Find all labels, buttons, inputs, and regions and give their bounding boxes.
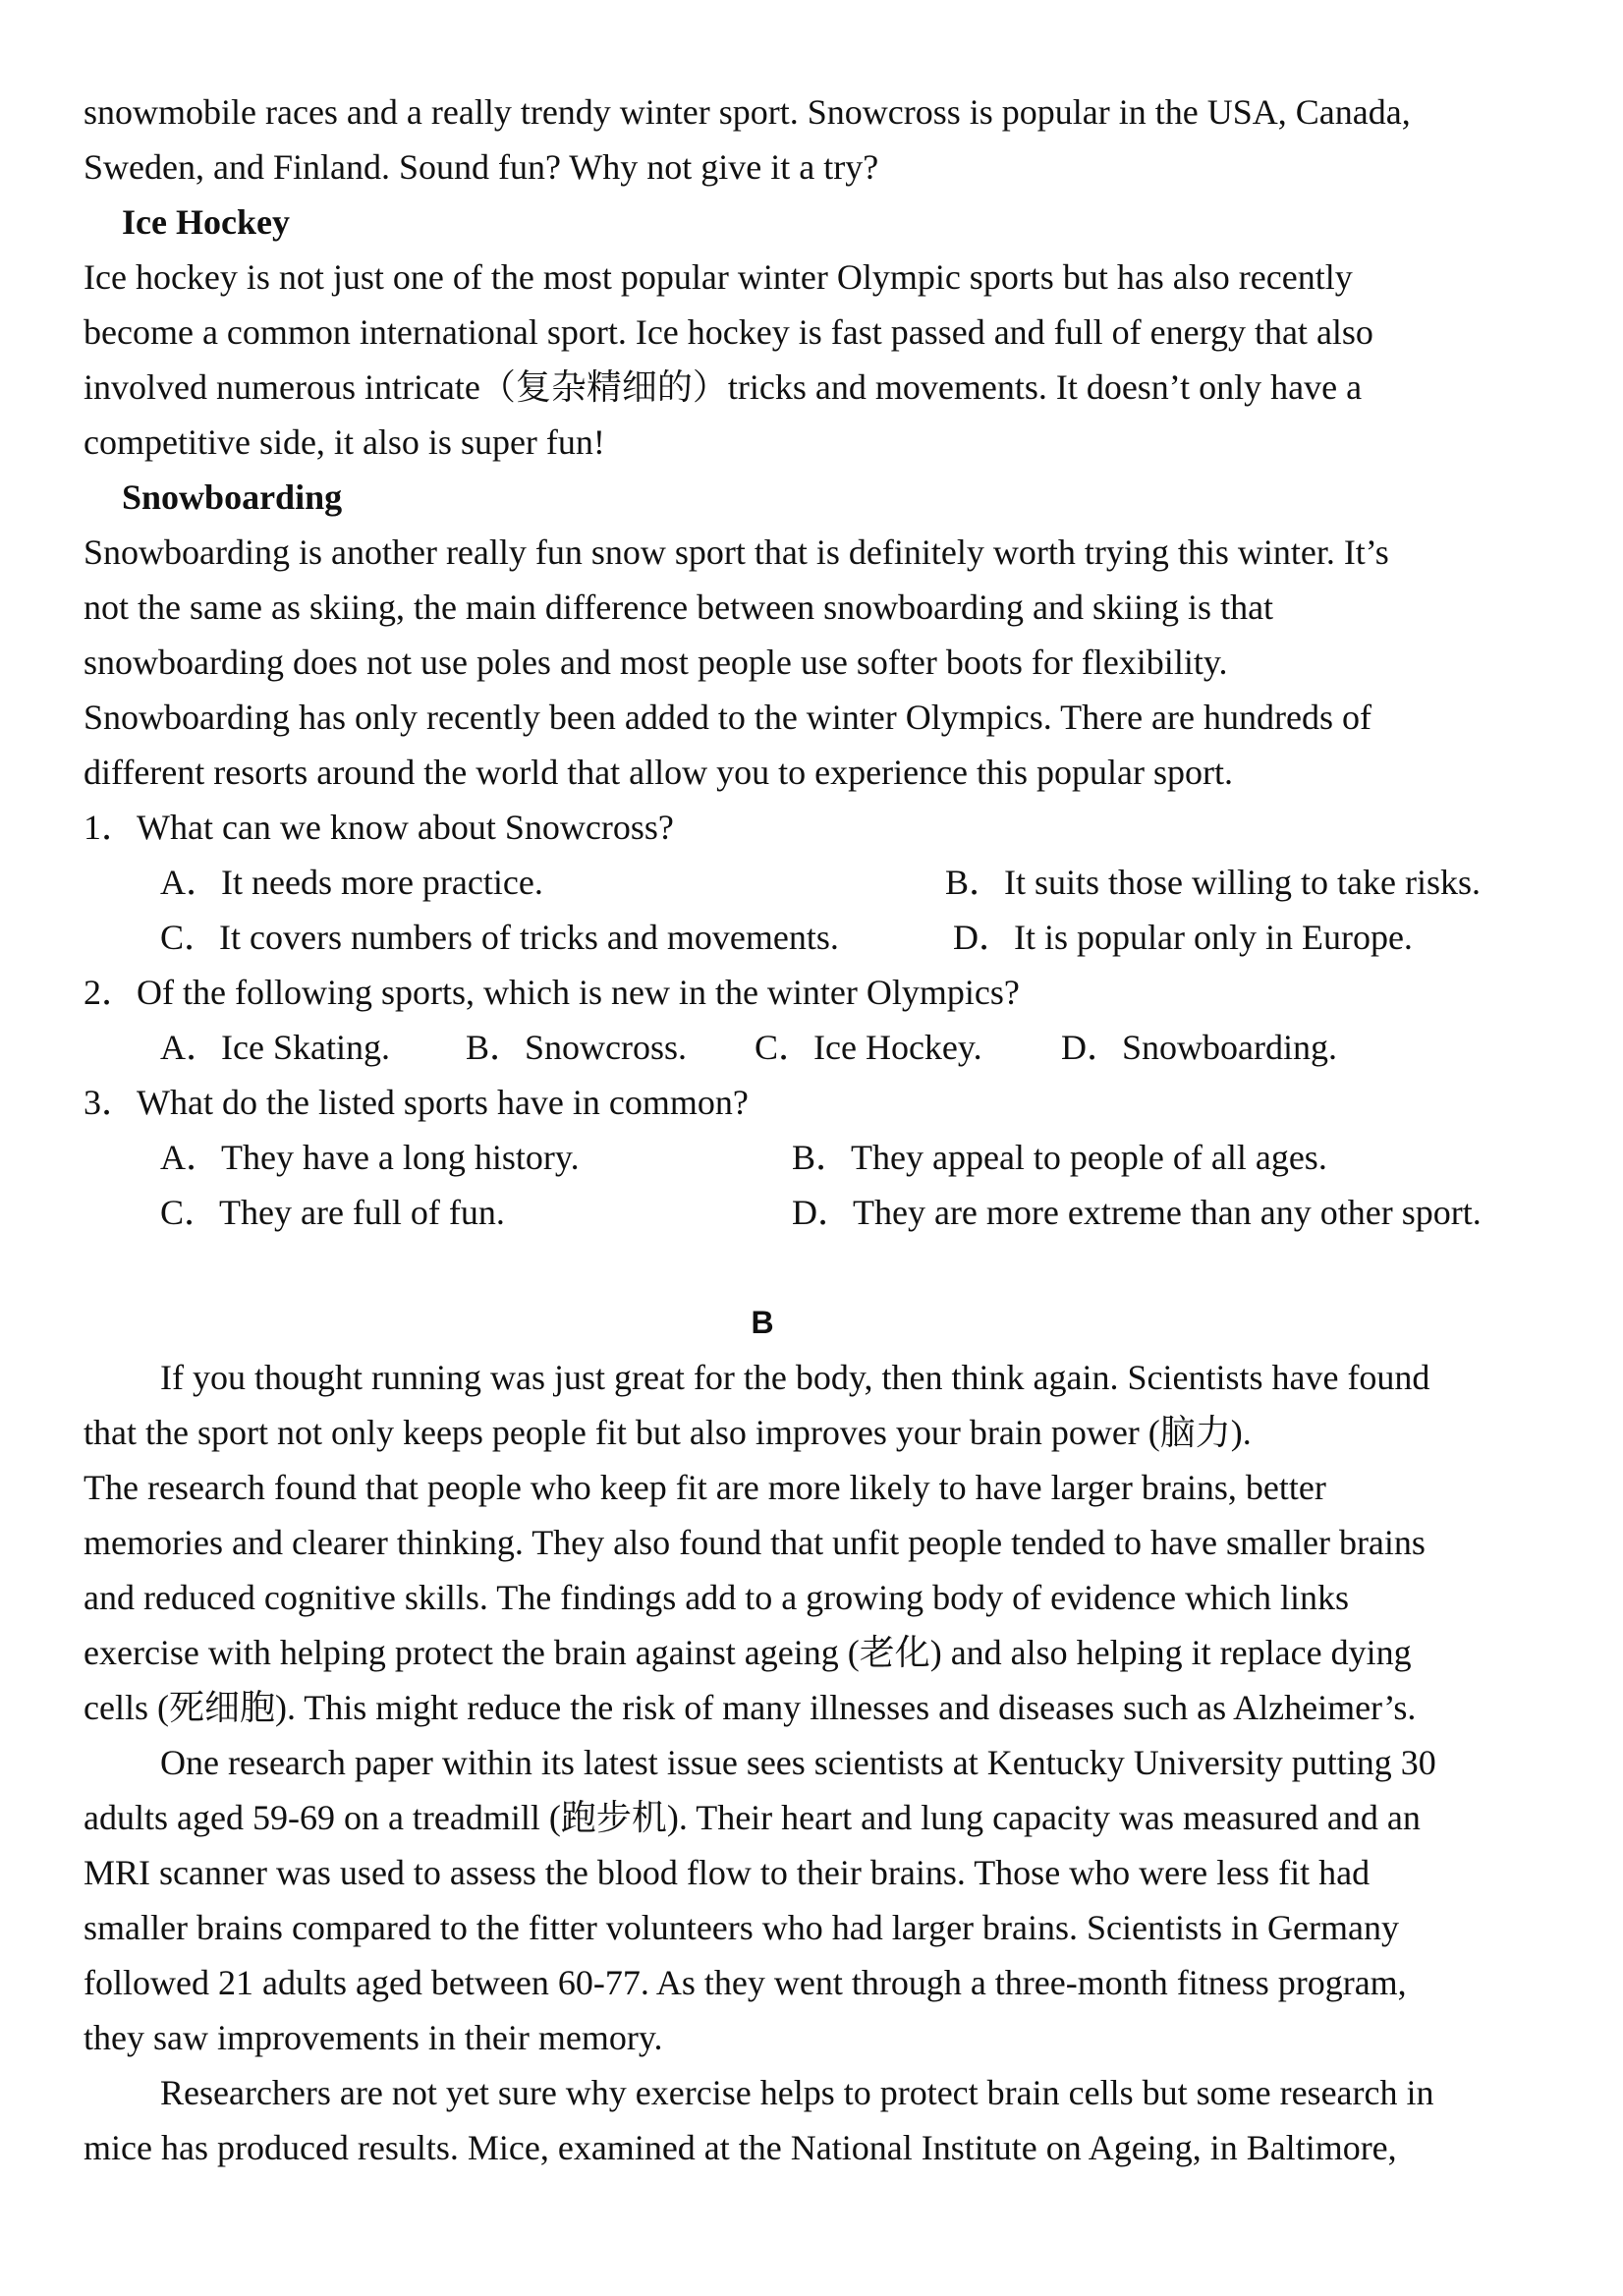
passage-line: snowboarding does not use poles and most people use softer boots for flexibility. (84, 643, 1228, 682)
question-option: A．It needs more practice. (160, 863, 543, 902)
passage-line: competitive side, it also is super fun! (84, 422, 605, 462)
passage-line: followed 21 adults aged between 60-77. As they went through a three-month fitness program, (84, 1963, 1407, 2002)
passage-line: exercise with helping protect the brain against ageing (老化) and also helping it replace dying (84, 1633, 1412, 1672)
question-option: C．Ice Hockey. (755, 1028, 982, 1067)
passage-line: smaller brains compared to the fitter volunteers who had larger brains. Scientists in Germany (84, 1908, 1399, 1947)
passage-line: mice has produced results. Mice, examined at the National Institute on Ageing, in Baltimore, (84, 2128, 1397, 2167)
passage-line: Researchers are not yet sure why exercise helps to protect brain cells but some research in (160, 2073, 1434, 2112)
question-option: A．They have a long history. (160, 1138, 580, 1177)
question-option: A．Ice Skating. (160, 1028, 390, 1067)
passage-line: One research paper within its latest issue sees scientists at Kentucky University putting 30 (160, 1743, 1436, 1782)
question-option: D．Snowboarding. (1061, 1028, 1337, 1067)
section-b-label: B (751, 1305, 774, 1340)
question-stem: 3．What do the listed sports have in common? (84, 1083, 749, 1122)
passage-line: If you thought running was just great for the body, then think again. Scientists have found (160, 1358, 1430, 1397)
question-option: B．Snowcross. (466, 1028, 688, 1067)
passage-line: cells (死细胞). This might reduce the risk of many illnesses and diseases such as Alzheimer’s. (84, 1688, 1417, 1727)
question-option: C．They are full of fun. (160, 1193, 505, 1232)
passage-line: adults aged 59-69 on a treadmill (跑步机). Their heart and lung capacity was measured and an (84, 1798, 1421, 1837)
question-option: C．It covers numbers of tricks and movements. (160, 918, 839, 957)
section-heading-snowboarding: Snowboarding (122, 477, 343, 517)
passage-line: MRI scanner was used to assess the blood flow to their brains. Those who were less fit had (84, 1853, 1371, 1892)
passage-line: and reduced cognitive skills. The findings add to a growing body of evidence which links (84, 1578, 1350, 1617)
passage-line: not the same as skiing, the main difference between snowboarding and skiing is that (84, 588, 1274, 627)
question-option: B．They appeal to people of all ages. (792, 1138, 1327, 1177)
passage-line: The research found that people who keep fit are more likely to have larger brains, better (84, 1468, 1326, 1507)
passage-line: Sweden, and Finland. Sound fun? Why not give it a try? (84, 147, 879, 187)
passage-line: become a common international sport. Ice hockey is fast passed and full of energy that also (84, 312, 1373, 352)
question-option: B．It suits those willing to take risks. (945, 863, 1481, 902)
passage-line: different resorts around the world that allow you to experience this popular sport. (84, 753, 1234, 792)
question-stem: 1．What can we know about Snowcross? (84, 808, 674, 847)
passage-line: Snowboarding is another really fun snow sport that is definitely worth trying this winter. It’s (84, 532, 1389, 572)
passage-line: Ice hockey is not just one of the most popular winter Olympic sports but has also recently (84, 257, 1353, 297)
question-option: D．They are more extreme than any other sport. (792, 1193, 1482, 1232)
passage-line: that the sport not only keeps people fit but also improves your brain power (脑力). (84, 1413, 1252, 1452)
question-option: D．It is popular only in Europe. (953, 918, 1413, 957)
passage-line: involved numerous intricate（复杂精细的）tricks and movements. It doesn’t only have a (84, 367, 1363, 407)
passage-line: memories and clearer thinking. They also found that unfit people tended to have smaller brains (84, 1523, 1426, 1562)
section-heading-ice-hockey: Ice Hockey (122, 202, 290, 242)
passage-line: they saw improvements in their memory. (84, 2018, 663, 2057)
passage-line: snowmobile races and a really trendy winter sport. Snowcross is popular in the USA, Canada, (84, 92, 1411, 132)
question-stem: 2．Of the following sports, which is new in the winter Olympics? (84, 973, 1020, 1012)
passage-line: Snowboarding has only recently been added to the winter Olympics. There are hundreds of (84, 698, 1371, 737)
